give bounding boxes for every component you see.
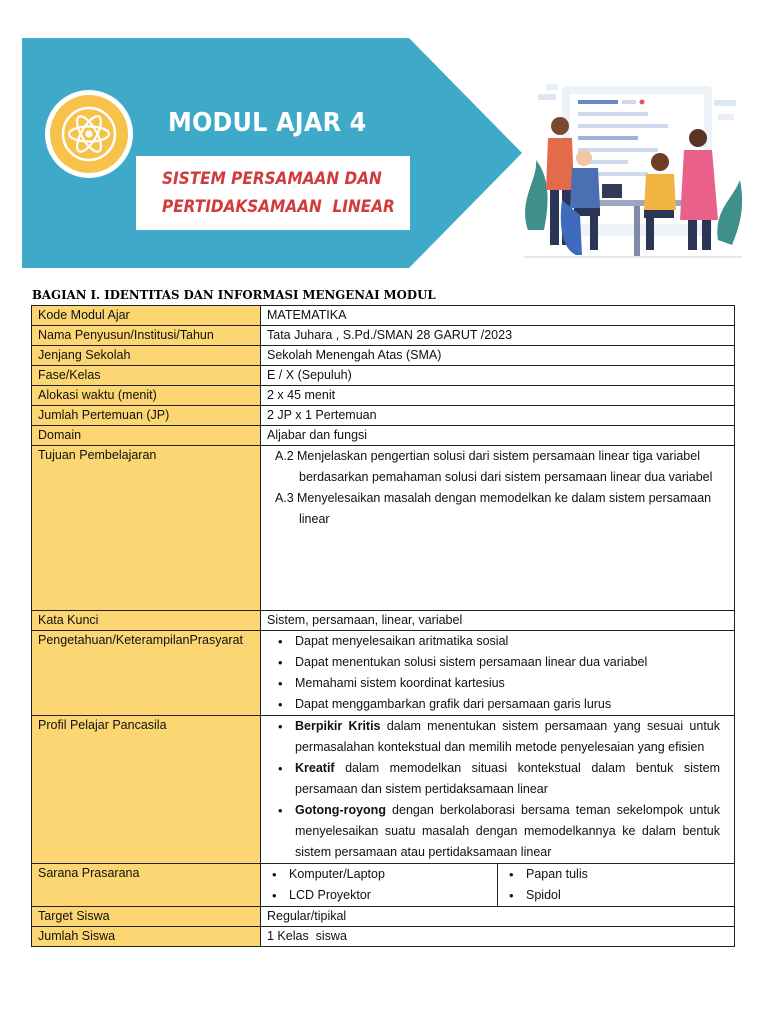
facilities-col [497, 864, 734, 906]
table-row [32, 631, 735, 716]
prerequisite-list [267, 631, 728, 715]
objective-number: A.2 [275, 449, 294, 463]
list-item: • Komputer/Laptop [261, 864, 497, 885]
table-row [32, 366, 735, 386]
table-row [32, 864, 735, 907]
module-identity-table [31, 305, 735, 947]
table-row [32, 346, 735, 366]
row-label-penyusun: Nama Penyusun/Institusi/Tahun [32, 326, 261, 346]
row-label-target: Target Siswa [32, 907, 261, 927]
module-title: MODUL AJAR 4 [168, 108, 367, 138]
module-subtitle-box [136, 156, 410, 230]
profile-text: dalam menentukan sistem persamaan yang sesuai untuk permasalahan kontekstual dan memilih metode penyelesaian yang efisien [295, 719, 721, 754]
profile-list [267, 716, 720, 863]
objective-text: Menjelaskan pengertian solusi dari sistem persamaan linear tiga variabel berdasarkan pemahaman solusi dari sistem persamaan linear dua variabel [297, 449, 713, 484]
team-illustration [518, 80, 748, 270]
profile-keyword: Kreatif [295, 761, 335, 775]
table-row [32, 716, 735, 864]
list-item [267, 800, 720, 863]
table-row [32, 386, 735, 406]
row-label-jumlah: Jumlah Siswa [32, 927, 261, 947]
objective-number: A.3 [275, 491, 294, 505]
row-value-sarana [261, 864, 735, 907]
list-item: • Memahami sistem koordinat kartesius [267, 673, 728, 694]
module-subtitle-line2: PERTIDAKSAMAAN LINEAR [162, 197, 395, 217]
objective-item [271, 446, 728, 488]
row-label-kode: Kode Modul Ajar [32, 306, 261, 326]
table-row [32, 927, 735, 947]
row-value-alokasi: 2 x 45 menit [261, 386, 735, 406]
row-label-alokasi: Alokasi waktu (menit) [32, 386, 261, 406]
row-label-profil: Profil Pelajar Pancasila [32, 716, 261, 864]
row-value-kode: MATEMATIKA [261, 306, 735, 326]
row-label-sarana: Sarana Prasarana [32, 864, 261, 907]
table-row [32, 446, 735, 611]
table-row [32, 611, 735, 631]
table-row [32, 426, 735, 446]
objective-text: Menyelesaikan masalah dengan memodelkan ke dalam sistem persamaan linear [297, 491, 712, 526]
objective-item [271, 488, 728, 530]
row-value-target: Regular/tipikal [261, 907, 735, 927]
row-label-domain: Domain [32, 426, 261, 446]
row-label-kata-kunci: Kata Kunci [32, 611, 261, 631]
facilities-grid [261, 864, 734, 906]
table-row [32, 907, 735, 927]
row-value-kata-kunci: Sistem, persamaan, linear, variabel [261, 611, 735, 631]
row-value-pertemuan: 2 JP x 1 Pertemuan [261, 406, 735, 426]
row-value-jenjang: Sekolah Menengah Atas (SMA) [261, 346, 735, 366]
list-item: • Spidol [498, 885, 734, 906]
row-value-fase: E / X (Sepuluh) [261, 366, 735, 386]
atom-icon [61, 106, 117, 162]
profile-keyword: Berpikir Kritis [295, 719, 381, 733]
list-item: • Dapat menentukan solusi sistem persamaan linear dua variabel [267, 652, 728, 673]
row-label-jenjang: Jenjang Sekolah [32, 346, 261, 366]
row-label-pertemuan: Jumlah Pertemuan (JP) [32, 406, 261, 426]
row-label-prasyarat: Pengetahuan/KeterampilanPrasyarat [32, 631, 261, 716]
table-row [32, 306, 735, 326]
row-label-tujuan: Tujuan Pembelajaran [32, 446, 261, 611]
list-item: • LCD Proyektor [261, 885, 497, 906]
table-row [32, 406, 735, 426]
row-value-domain: Aljabar dan fungsi [261, 426, 735, 446]
profile-keyword: Gotong-royong [295, 803, 386, 817]
list-item: • Dapat menyelesaikan aritmatika sosial [267, 631, 728, 652]
facilities-col [261, 864, 497, 906]
list-item [267, 716, 720, 758]
list-item [267, 758, 720, 800]
list-item: • Papan tulis [498, 864, 734, 885]
atom-badge [50, 95, 128, 173]
profile-text: dalam memodelkan situasi kontekstual dalam bentuk sistem persamaan dan sistem pertidaksamaan linear [295, 761, 720, 796]
facilities-list [498, 864, 734, 906]
table-row [32, 326, 735, 346]
module-subtitle-line1: SISTEM PERSAMAAN DAN [162, 169, 382, 189]
facilities-list [261, 864, 497, 906]
list-item: • Dapat menggambarkan grafik dari persamaan garis lurus [267, 694, 728, 715]
row-value-jumlah: 1 Kelas siswa [261, 927, 735, 947]
row-value-prasyarat [261, 631, 735, 716]
row-value-profil [261, 716, 735, 864]
row-label-fase: Fase/Kelas [32, 366, 261, 386]
profile-text: dengan berkolaborasi bersama teman sekelompok untuk menyelesaikan suatu masalah dengan memodelkannya ke dalam bentuk sistem persamaan atau pertidaksamaan linear [295, 803, 720, 859]
row-value-tujuan [261, 446, 735, 611]
row-value-penyusun: Tata Juhara , S.Pd./SMAN 28 GARUT /2023 [261, 326, 735, 346]
section-heading: BAGIAN I. IDENTITAS DAN INFORMASI MENGENAI MODUL [32, 287, 436, 302]
